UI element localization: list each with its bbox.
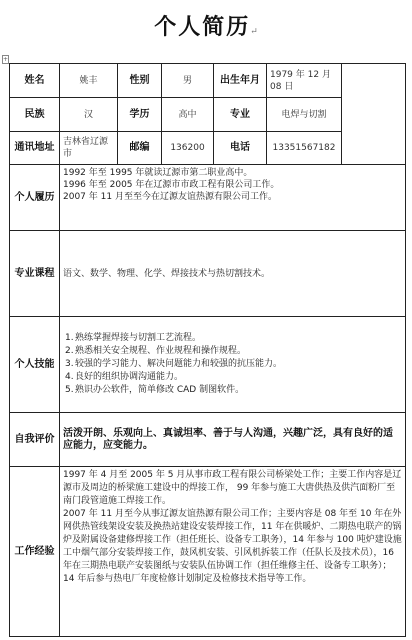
gender-label: 性别 bbox=[118, 64, 162, 98]
evaluation-content: 活泼开朗、乐观向上、真诚坦率、善于与人沟通，兴趣广泛，具有良好的适应能力，应变能力。 bbox=[60, 413, 406, 467]
phone-label: 电话 bbox=[214, 132, 267, 165]
resume-table bbox=[9, 63, 406, 637]
skill-text: 熟悉相关安全规程、作业规程和操作规程。 bbox=[75, 346, 247, 356]
edu-label: 学历 bbox=[118, 98, 162, 132]
address-value: 吉林省辽源市 bbox=[60, 132, 118, 165]
experience-paragraph: 1997 年 4 月至 2005 年 5 月从事市政工程有限公司桥梁处工作；主要工作内容是辽源市及周边的桥梁施工建设中的焊接工作， 99 年参与施工大唐供热及供汽面粉厂至南门段管道施工焊接工作。 bbox=[63, 470, 402, 506]
major-value: 电焊与切割 bbox=[267, 98, 342, 132]
courses-label: 专业课程 bbox=[10, 231, 60, 317]
phone-value: 13351567182 bbox=[267, 132, 342, 165]
history-line: 1992 年至 1995 年就读辽源市第二职业高中。 bbox=[63, 168, 253, 178]
ethnic-label: 民族 bbox=[10, 98, 60, 132]
row-skills bbox=[10, 317, 406, 413]
gender-value: 男 bbox=[162, 64, 214, 98]
history-content bbox=[60, 165, 406, 231]
skill-number: 1. bbox=[65, 333, 74, 343]
row-experience bbox=[10, 467, 406, 637]
skill-number: 4. bbox=[65, 372, 74, 382]
experience-label: 工作经验 bbox=[10, 467, 60, 637]
skill-text: 良好的组织协调沟通能力。 bbox=[75, 372, 184, 382]
table-anchor-icon: + bbox=[3, 56, 9, 63]
skill-item bbox=[65, 358, 402, 371]
skill-item bbox=[65, 332, 402, 345]
courses-content: 语文、数学、物理、化学、焊接技术与热切割技术。 bbox=[60, 231, 406, 317]
row-courses bbox=[10, 231, 406, 317]
postcode-value: 136200 bbox=[162, 132, 214, 165]
skill-text: 熟识办公软件，简单修改 CAD 制图软件。 bbox=[75, 385, 245, 395]
postcode-label: 邮编 bbox=[118, 132, 162, 165]
history-line: 2007 年 11 月至至今在辽源友谊热源有限公司工作。 bbox=[63, 192, 277, 202]
row-name bbox=[10, 64, 406, 98]
skill-number: 2. bbox=[65, 346, 74, 356]
edu-value: 高中 bbox=[162, 98, 214, 132]
row-history bbox=[10, 165, 406, 231]
row-evaluation bbox=[10, 413, 406, 467]
page-title: 个人简历↵ bbox=[154, 14, 258, 40]
evaluation-label: 自我评价 bbox=[10, 413, 60, 467]
skill-item bbox=[65, 371, 402, 384]
birth-value: 1979 年 12 月 08 日 bbox=[267, 64, 342, 98]
skill-item bbox=[65, 345, 402, 358]
history-line: 1996 年至 2005 年在辽源市市政工程有限公司工作。 bbox=[63, 180, 280, 190]
name-value: 姚丰 bbox=[60, 64, 118, 98]
experience-content bbox=[60, 467, 406, 637]
history-label: 个人履历 bbox=[10, 165, 60, 231]
skills-label: 个人技能 bbox=[10, 317, 60, 413]
major-label: 专业 bbox=[214, 98, 267, 132]
skill-number: 5. bbox=[65, 385, 74, 395]
skill-number: 3. bbox=[65, 359, 74, 369]
skill-text: 较强的学习能力、解决问题能力和较强的抗压能力。 bbox=[75, 359, 283, 369]
ethnic-value: 汉 bbox=[60, 98, 118, 132]
skills-content bbox=[60, 317, 406, 413]
birth-label: 出生年月 bbox=[214, 64, 267, 98]
photo-cell bbox=[342, 64, 406, 165]
address-label: 通讯地址 bbox=[10, 132, 60, 165]
name-label: 姓名 bbox=[10, 64, 60, 98]
skill-item bbox=[65, 384, 402, 397]
skill-text: 熟练掌握焊接与切割工艺流程。 bbox=[75, 333, 202, 343]
experience-paragraph: 2007 年 11 月至今从事辽源友谊热源有限公司工作；主要内容是 08 年至 10 年在外网供热管线架设安装及换热站建设安装焊接工作，11 年在供暖炉、二期热电联产的锅炉及附属设备建修焊接工作（担任班长、设备专工职务），14 年参与 100 吨炉建设施工中烟气部分安装焊接工作，鼓风机安装、引风机拆装工作（任队长及技术员），16 年在三期热电联产安装图纸与安装队伍协调工作（担任维修主任、设备专工职务）；14 年后参与热电厂年度检修计划制定及检修技术指导等工作。 bbox=[63, 509, 402, 584]
